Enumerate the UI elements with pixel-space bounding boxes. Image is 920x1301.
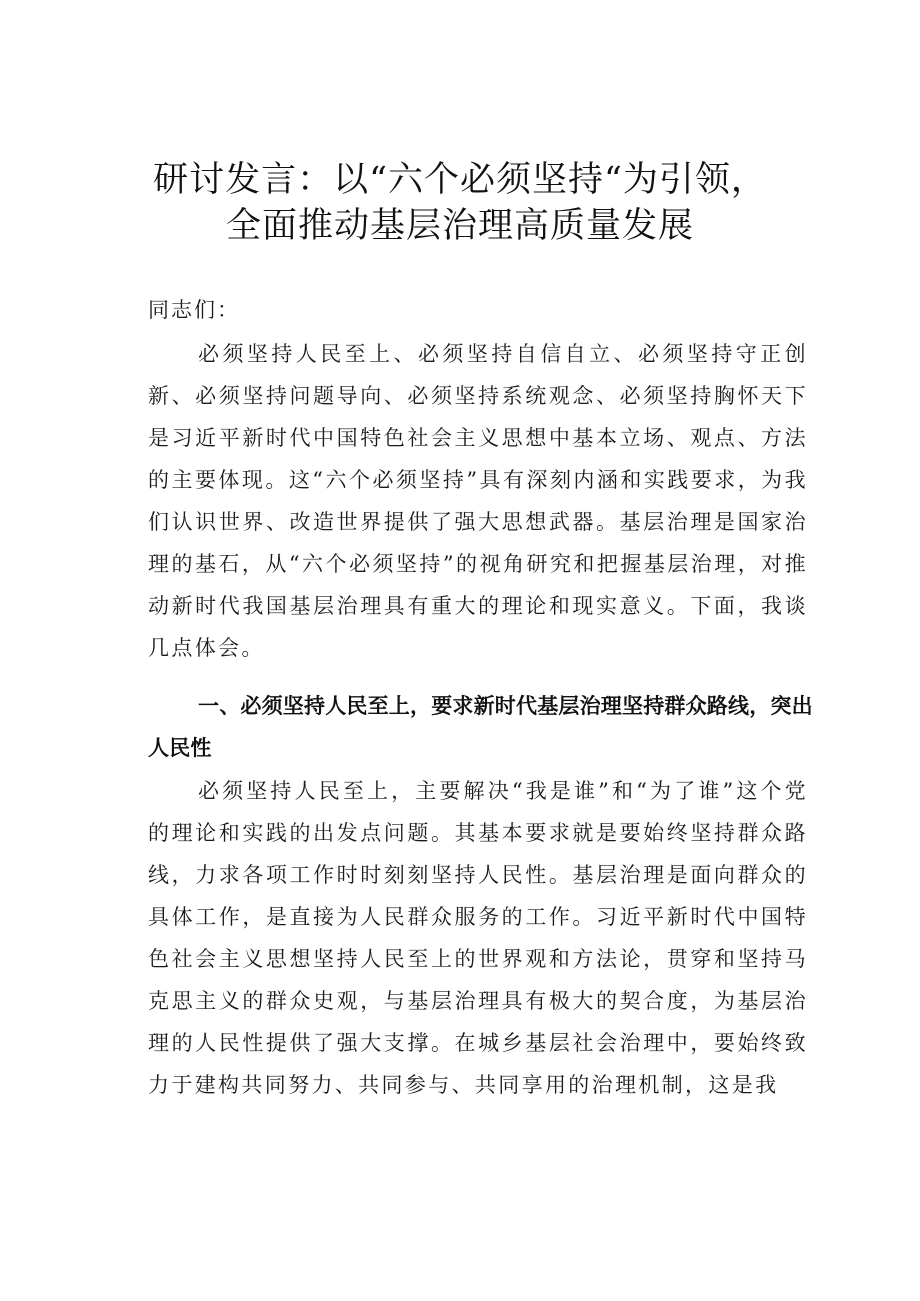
section-heading-1: 一、必须坚持人民至上，要求新时代基层治理坚持群众路线，突出人民性: [148, 694, 813, 760]
document-title-line-1: 研讨发言：以“六个必须坚持“为引领，: [153, 160, 767, 200]
salutation: 同志们：: [148, 298, 240, 322]
paragraph-intro: 必须坚持人民至上、必须坚持自信自立、必须坚持守正创新、必须坚持问题导向、必须坚持系统观念、必须坚持胸怀天下是习近平新时代中国特色社会主义思想中基本立场、观点、方法的主要体现。这“六个必须坚持”具有深刻内涵和实践要求，为我们认识世界、改造世界提供了强大思想武器。基层治理是国家治理的基石，从“六个必须坚持”的视角研究和把握基层治理，对推动新时代我国基层治理具有重大的理论和现实意义。下面，我谈几点体会。: [148, 342, 808, 660]
document-title-line-2: 全面推动基层治理高质量发展: [225, 206, 694, 246]
paragraph-section-1: 必须坚持人民至上，主要解决“我是谁”和“为了谁”这个党的理论和实践的出发点问题。其基本要求就是要始终坚持群众路线，力求各项工作时时刻刻坚持人民性。基层治理是面向群众的具体工作，是直接为人民群众服务的工作。习近平新时代中国特色社会主义思想坚持人民至上的世界观和方法论，贯穿和坚持马克思主义的群众史观，与基层治理具有极大的契合度，为基层治理的人民性提供了强大支撑。在城乡基层社会治理中，要始终致力于建构共同努力、共同参与、共同享用的治理机制，这是我: [148, 779, 808, 1097]
